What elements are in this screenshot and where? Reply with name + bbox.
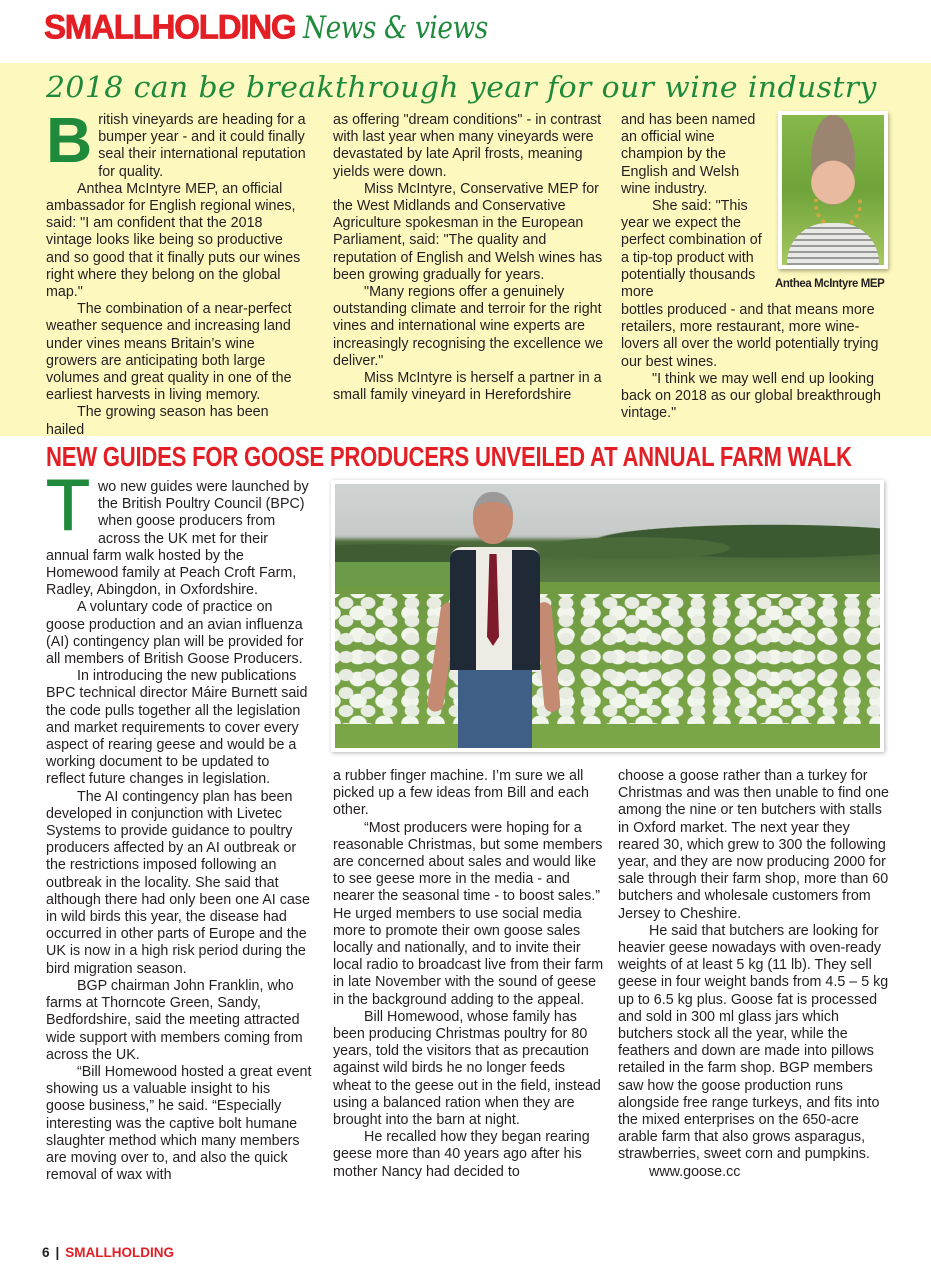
wine-article-column-2 <box>333 112 605 404</box>
paragraph: She said: "This year we expect the perfect combination of a tip-top product with potentially thousands more <box>621 198 762 301</box>
paragraph: Anthea McIntyre MEP, an official ambassador for English regional wines, said: "I am confident that the 2018 vintage looks like being so productive and so good that it finally puts our wines right where they belong on the global map." <box>46 180 301 301</box>
portrait-image <box>782 115 884 265</box>
paragraph: “Bill Homewood hosted a great event showing us a valuable insight to his goose business,” he said. “Especially interesting was the captive bolt humane slaughter method which many members are moving over to, and also the quick removal of wax with <box>46 1063 312 1184</box>
paragraph: The combination of a near-perfect weather sequence and increasing land under vines means Britain’s wine growers are anticipating both large volumes and great quality in one of the earliest harvests in living memory. <box>46 301 292 404</box>
page-number: 6 <box>42 1245 50 1260</box>
paragraph: A voluntary code of practice on goose production and an avian influenza (AI) contingency plan will be provided for all members of British Goose Producers. <box>46 599 304 668</box>
publication-logo: SMALLHOLDING <box>44 7 296 46</box>
wine-article-column-3-wide <box>621 302 891 422</box>
paragraph: BGP chairman John Franklin, who farms at Thorncote Green, Sandy, Bedfordshire, said the meeting attracted wide support with members coming from across the UK. <box>46 977 303 1063</box>
footer-publication: SMALLHOLDING <box>65 1245 175 1260</box>
vest-right <box>512 550 540 670</box>
anthea-mcintyre-photo <box>778 111 888 269</box>
vest-left <box>450 550 476 670</box>
paragraph: "I think we may well end up looking back on 2018 as our global breakthrough vintage." <box>621 370 881 422</box>
footer-separator: | <box>55 1245 60 1260</box>
wine-article-column-1 <box>46 104 308 439</box>
masthead <box>44 8 521 54</box>
field-scene <box>335 484 880 748</box>
paragraph: He recalled how they began rearing geese more than 40 years ago after his mother Nancy had decided to <box>333 1129 590 1180</box>
paragraph: Miss McIntyre, Conservative MEP for the West Midlands and Conservative Agriculture spokesman in the European Parliament, said: "The quality and reputation of English and Welsh wines has been growing gradually for years. <box>333 180 603 283</box>
paragraph: ritish vineyards are heading for a bumper year - and it could finally seal their international reputation for quality. <box>98 112 306 180</box>
photo-caption: Anthea McIntyre MEP <box>775 276 885 290</box>
farmer-with-geese-photo <box>331 480 884 752</box>
paragraph: “Most producers were hoping for a reasonable Christmas, but some members are concerned about sales and would like to see geese more in the media - and nearer the seasonal time - to boost sales.” He urged members to use social media more to promote their own goose sales locally and nationally, and to invite their local radio to broadcast live from their farm in late November with the sound of geese in the background adding to the appeal. <box>333 819 604 1008</box>
paragraph: "Many regions offer a genuinely outstanding climate and terroir for the right vines and international wine experts are increasingly recognising the excellence we deliver." <box>333 284 604 369</box>
drop-cap: T <box>46 466 90 546</box>
geese-flock <box>335 594 880 724</box>
paragraph: choose a goose rather than a turkey for Christmas and was then unable to find one among the nine or ten butchers with stalls in Oxford market. The next year they reared 30, which grew to 300 the following year, and they are now producing 2000 for sale through their farm shop, more than 60 butchers and wholesale customers from Jersey to Cheshire. <box>618 768 890 922</box>
head <box>473 492 513 544</box>
goose-article-column-1 <box>46 466 312 1184</box>
paragraph: wo new guides were launched by the British Poultry Council (BPC) when goose producers from across the UK met for their annual farm walk hosted by the Homewood family at Peach Croft Farm, Radley, Abingdon, in Oxfordshire. <box>46 479 309 599</box>
paragraph: The AI contingency plan has been developed in conjunction with Livetec Systems to provide guidance to poultry producers affected by an AI outbreak or the restrictions imposed following an outbreak in the locality. She said that although there had only been one AI case in wild birds this year, the disease had occurred in other parts of Europe and the UK is now in a high risk period during the bird migration season. <box>46 788 310 977</box>
paragraph: as offering "dream conditions" - in contrast with last year when many vineyards were devastated by late April frosts, meaning yields were down. <box>333 112 602 180</box>
website-link[interactable]: www.goose.cc <box>649 1163 741 1180</box>
goose-article-column-2 <box>333 768 605 1181</box>
drop-cap: B <box>46 104 93 176</box>
goose-article-headline: NEW GUIDES FOR GOOSE PRODUCERS UNVEILED AT ANNUAL FARM WALK <box>46 441 852 472</box>
farmer-figure <box>440 492 550 748</box>
paragraph: In introducing the new publications BPC technical director Máire Burnett said the code pulls together all the legislation and market requirements to cover every aspect of rearing geese and would be a working document to be updated to reflect future changes in legislation. <box>46 668 308 788</box>
paragraph: a rubber finger machine. I’m sure we all picked up a few ideas from Bill and each other. <box>333 768 589 819</box>
section-title: News & views <box>303 10 489 46</box>
paragraph: He said that butchers are looking for heavier geese nowadays with oven-ready weights of at least 5 kg (11 lb). They sell geese in four weight bands from 4.5 – 5 kg up to 6.5 kg plus. Goose fat is processed and sold in 300 ml glass jars which butchers stock all the year, while the feathers and down are made into pillows retailed in the farm shop. BGP members saw how the goose production runs alongside free range turkeys, and fits into the mixed enterprises on the 650-acre arable farm that also grows asparagus, strawberries, sweet corn and pumpkins. <box>618 922 889 1163</box>
goose-article-column-3 <box>618 768 890 1181</box>
paragraph: and has been named an official wine champion by the English and Welsh wine industry. <box>621 112 756 197</box>
paragraph: Bill Homewood, whose family has been producing Christmas poultry for 80 years, told the visitors that as precaution against wild birds he no longer feeds wheat to the geese out in the field, instead using a balanced ration when they are brought into the barn at night. <box>333 1008 601 1129</box>
paragraph: bottles produced - and that means more retailers, more restaurant, more wine-lovers all over the world potentially trying our best wines. <box>621 302 879 370</box>
striped-shirt-shape <box>787 223 879 265</box>
page-footer <box>42 1245 174 1260</box>
paragraph: Miss McIntyre is herself a partner in a small family vineyard in Herefordshire <box>333 370 602 404</box>
wine-article-column-3-narrow <box>621 112 771 301</box>
wine-article-headline: 2018 can be breakthrough year for our wine industry <box>46 70 877 104</box>
paragraph: The growing season has been hailed <box>46 404 269 438</box>
jeans <box>458 670 532 748</box>
